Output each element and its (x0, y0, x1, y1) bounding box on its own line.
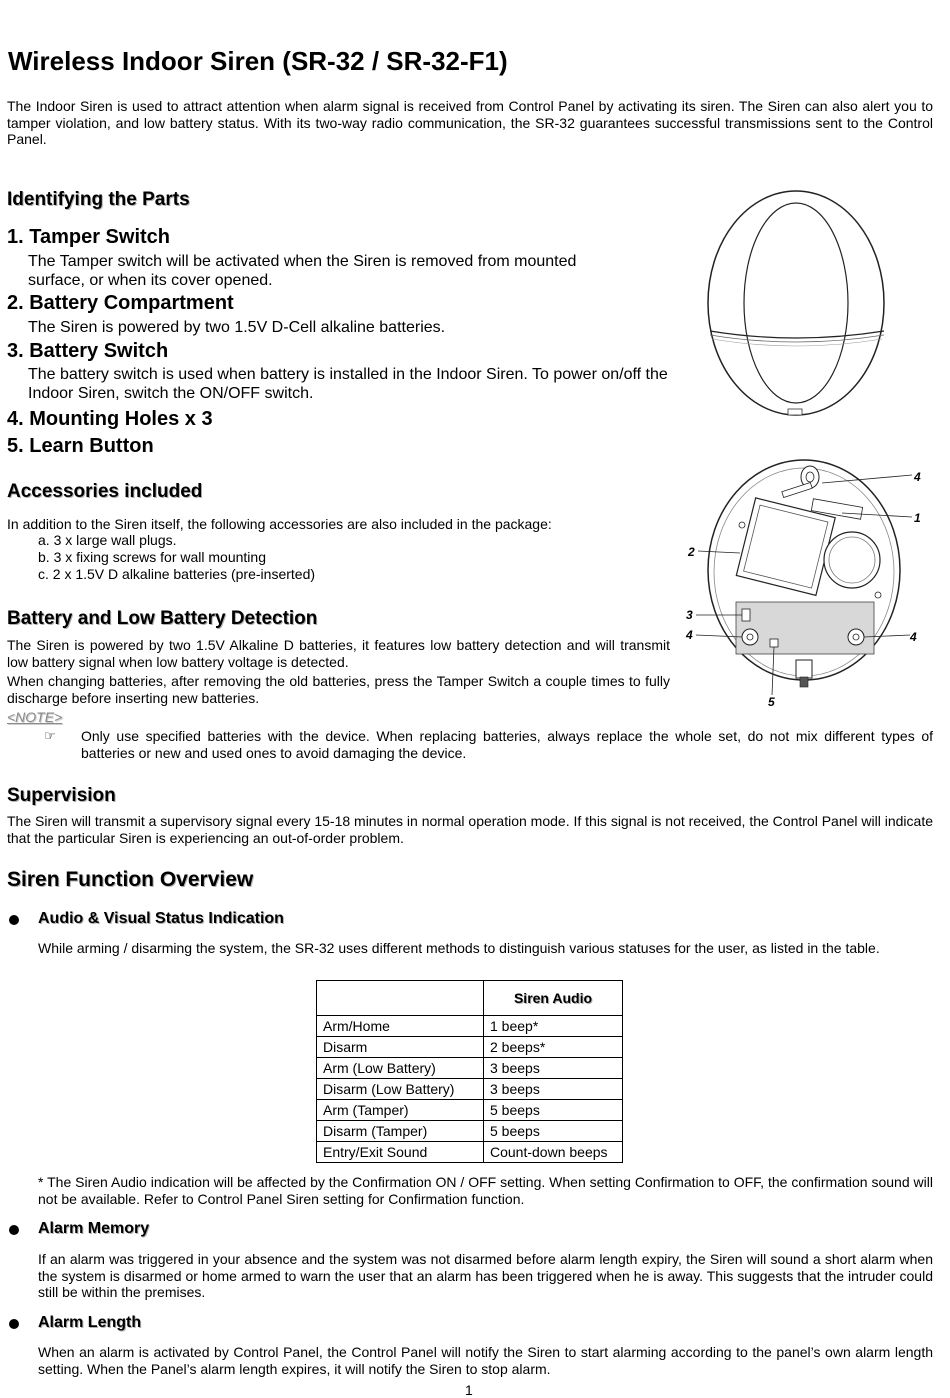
intro-paragraph: The Indoor Siren is used to attract attention when alarm signal is received from Control Panel by activating its siren. The Siren can also alert you to tamper violation, and low battery status. With its two-way radio communication, the SR-32 guarantees successful transmissions sent to the Control Panel. (7, 98, 933, 147)
table-cell-status: Disarm (Low Battery) (317, 1079, 484, 1100)
overview-heading: Siren Function Overview (7, 868, 254, 891)
siren-interior-diagram (682, 455, 932, 715)
parts-heading: Identifying the Parts (7, 189, 190, 210)
diagram-label-3: 3 (686, 608, 693, 622)
part-desc-battery-switch: The battery switch is used when battery is installed in the Indoor Siren. To power on/off the Indoor Siren, switch the ON/OFF switch. (28, 366, 668, 402)
diagram-label-4-top: 4 (914, 470, 921, 484)
diagram-label-5: 5 (768, 695, 775, 709)
page-number: 1 (465, 1382, 473, 1398)
audio-visual-heading: Audio & Visual Status Indication (38, 910, 284, 927)
table-header-cell-empty (317, 981, 484, 1016)
diagram-label-4-right: 4 (910, 630, 917, 644)
table-footnote: * The Siren Audio indication will be affected by the Confirmation ON / OFF setting. When setting Confirmation to OFF, the confirmation sound will not be available. Refer to Control Panel Siren setting for Confirmation function. (38, 1174, 933, 1207)
accessory-item: c. 2 x 1.5V D alkaline batteries (pre-inserted) (38, 566, 316, 582)
battery-heading: Battery and Low Battery Detection (7, 608, 318, 629)
part-title-learn-button: 5. Learn Button (7, 435, 154, 457)
bullet-icon (9, 1319, 19, 1329)
alarm-length-text: When an alarm is activated by Control Panel, the Control Panel will notify the Siren to start alarming according to the panel’s own alarm length setting. When the Panel’s alarm length expires, it will notify the Siren to stop alarm. (38, 1344, 933, 1377)
part-desc-tamper: The Tamper switch will be activated when the Siren is removed from mounted surface, or when its cover opened. (28, 253, 577, 289)
table-row (317, 1142, 623, 1163)
page-title: Wireless Indoor Siren (SR-32 / SR-32-F1) (8, 46, 508, 76)
accessory-item: b. 3 x fixing screws for wall mounting (38, 549, 266, 565)
table-cell-audio: 1 beep* (484, 1016, 623, 1037)
status-table (316, 980, 623, 1163)
battery-paragraph-1: The Siren is powered by two 1.5V Alkaline D batteries, it features low battery detection and will transmit low battery signal when low battery voltage is detected. (7, 637, 670, 670)
pointing-hand-icon: ☞ (44, 728, 56, 743)
table-cell-audio: 5 beeps (484, 1121, 623, 1142)
part-title-battery-compartment: 2. Battery Compartment (7, 292, 234, 314)
accessories-intro: In addition to the Siren itself, the following accessories are also included in the package: (7, 516, 552, 532)
table-row (317, 1016, 623, 1037)
accessory-item: a. 3 x large wall plugs. (38, 532, 177, 548)
alarm-length-heading: Alarm Length (38, 1314, 142, 1331)
bullet-icon (9, 915, 19, 925)
note-label: <NOTE> (7, 709, 63, 725)
table-cell-audio: 2 beeps* (484, 1037, 623, 1058)
alarm-memory-heading: Alarm Memory (38, 1220, 150, 1237)
table-row (317, 1037, 623, 1058)
table-row (317, 1058, 623, 1079)
table-cell-status: Arm (Low Battery) (317, 1058, 484, 1079)
table-cell-status: Disarm (317, 1037, 484, 1058)
table-cell-status: Arm/Home (317, 1016, 484, 1037)
battery-note-text: Only use specified batteries with the device. When replacing batteries, always replace the whole set, do not mix different types of batteries or new and used ones to avoid damaging the device. (81, 728, 933, 761)
alarm-memory-text: If an alarm was triggered in your absence and the system was not disarmed before alarm length expiry, the Siren will sound a short alarm when the system is disarmed or home armed to warn the user that an alarm has been triggered when he is away. This suggests that the intruder could still be within the premises. (38, 1251, 933, 1300)
siren-front-illustration (700, 185, 900, 425)
battery-paragraph-2: When changing batteries, after removing the old batteries, press the Tamper Switch a couple times to fully discharge before inserting new batteries. (7, 673, 670, 706)
table-cell-audio: 3 beeps (484, 1079, 623, 1100)
table-row (317, 1100, 623, 1121)
part-title-battery-switch: 3. Battery Switch (7, 340, 169, 362)
diagram-label-1: 1 (914, 511, 921, 525)
table-header-row (317, 981, 623, 1016)
supervision-text: The Siren will transmit a supervisory signal every 15-18 minutes in normal operation mode. If this signal is not received, the Control Panel will indicate that the particular Siren is experiencing an out-of-order problem. (7, 813, 933, 846)
table-cell-status: Entry/Exit Sound (317, 1142, 484, 1163)
supervision-heading: Supervision (7, 785, 116, 806)
table-header-cell: Siren Audio (484, 981, 623, 1016)
table-row (317, 1079, 623, 1100)
table-cell-audio: 3 beeps (484, 1058, 623, 1079)
table-cell-status: Arm (Tamper) (317, 1100, 484, 1121)
table-row (317, 1121, 623, 1142)
table-cell-status: Disarm (Tamper) (317, 1121, 484, 1142)
bullet-icon (9, 1225, 19, 1235)
table-cell-audio: 5 beeps (484, 1100, 623, 1121)
part-title-tamper: 1. Tamper Switch (7, 226, 171, 248)
part-title-mounting-holes: 4. Mounting Holes x 3 (7, 408, 213, 430)
diagram-label-4-left: 4 (686, 628, 693, 642)
audio-visual-text: While arming / disarming the system, the SR-32 uses different methods to distinguish various statuses for the user, as listed in the table. (38, 940, 880, 956)
diagram-label-2: 2 (688, 545, 695, 559)
part-desc-battery-compartment: The Siren is powered by two 1.5V D-Cell alkaline batteries. (28, 319, 446, 336)
table-cell-audio: Count-down beeps (484, 1142, 623, 1163)
accessories-heading: Accessories included (7, 481, 203, 502)
